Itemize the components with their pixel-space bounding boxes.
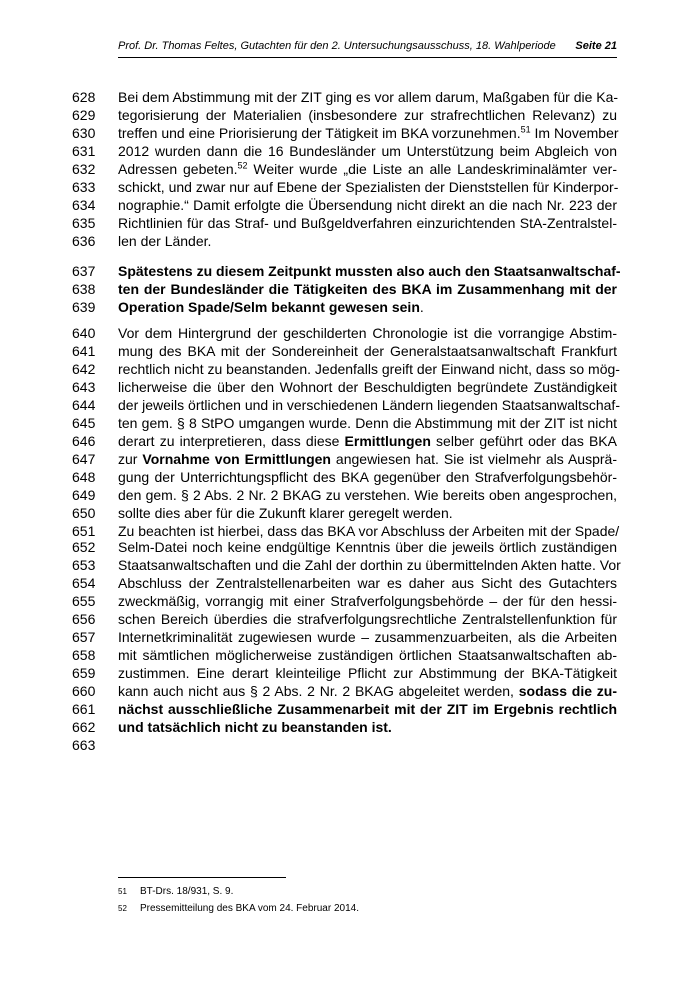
line-number: 656 xyxy=(72,611,96,627)
text-line xyxy=(118,468,617,486)
line-number: 630 xyxy=(72,125,96,141)
line-number: 633 xyxy=(72,179,96,195)
line-number: 662 xyxy=(72,719,96,735)
line-number: 663 xyxy=(72,737,96,753)
line-number: 641 xyxy=(72,343,96,359)
text-segment: Vornahme von Ermittlungen xyxy=(142,451,331,467)
line-number: 635 xyxy=(72,215,96,231)
footnote-number: 52 xyxy=(118,904,127,913)
line-number: 640 xyxy=(72,325,96,341)
text-segment: derart zu interpretieren, dass diese xyxy=(118,433,345,449)
line-number: 634 xyxy=(72,197,96,213)
text-segment: licherweise die über den Wohnort der Beschuldigten begründete Zuständigkeit xyxy=(118,379,617,395)
footnote-separator xyxy=(118,877,286,878)
text-segment: mit sämtlichen möglicherweise zuständigen örtlichen Staatsanwaltschaften ab- xyxy=(118,647,617,663)
text-segment: Im November xyxy=(530,125,619,141)
text-segment: mung des BKA mit der Sondereinheit der Generalstaatsanwaltschaft Frankfurt xyxy=(118,343,617,359)
text-segment: zustimmen. Eine derart kleinteilige Pflicht zur Abstimmung der BKA-Tätigkeit xyxy=(118,665,617,681)
text-line xyxy=(118,486,617,504)
text-line xyxy=(118,160,617,178)
text-segment: Spätestens zu diesem Zeitpunkt mussten also auch den Staatsanwaltschaf- xyxy=(118,263,621,279)
text-line xyxy=(118,682,617,700)
line-number: 639 xyxy=(72,299,96,315)
text-segment: tegorisierung der Materialien (insbesondere zur strafrechtlichen Relevanz) zu xyxy=(118,107,617,123)
footnote-marker: 51 xyxy=(520,124,531,135)
line-number: 646 xyxy=(72,433,96,449)
text-line xyxy=(118,538,617,556)
text-segment: sodass die zu- xyxy=(518,683,617,699)
text-line xyxy=(118,324,617,342)
line-number: 657 xyxy=(72,629,96,645)
text-line xyxy=(118,718,617,736)
text-segment: Abschluss der Zentralstellenarbeiten war es daher aus Sicht des Gutachters xyxy=(118,575,617,591)
text-segment: den gem. § 2 Abs. 2 Nr. 2 BKAG zu verstehen. Wie bereits oben angesprochen, xyxy=(118,487,617,503)
text-line xyxy=(118,432,617,450)
text-segment: len der Länder. xyxy=(118,233,212,249)
text-segment: ten der Bundesländer die Tätigkeiten des BKA im Zusammenhang mit der xyxy=(118,281,617,297)
footnote-text: Pressemitteilung des BKA vom 24. Februar 2014. xyxy=(140,903,360,914)
text-segment: angewiesen hat. Sie ist vielmehr als Ausprä- xyxy=(330,451,617,467)
text-line xyxy=(118,378,617,396)
text-line xyxy=(118,232,617,250)
text-segment: Staatsanwaltschaften und die Zahl der dorthin zu übermittelnden Akten hatte. Vor xyxy=(118,557,621,573)
footnote-marker: 52 xyxy=(237,160,248,171)
text-segment: gung der Unterrichtungspflicht des BKA gegenüber den Strafverfolgungsbehör- xyxy=(118,469,617,485)
line-number: 645 xyxy=(72,415,96,431)
text-line xyxy=(118,360,620,378)
line-number: 654 xyxy=(72,575,96,591)
text-line xyxy=(118,610,617,628)
text-line xyxy=(118,504,617,522)
text-segment: Internetkriminalität zugewiesen wurde – zusammenzuarbeiten, als die Arbeiten xyxy=(118,629,617,645)
text-segment: ten gem. § 8 StPO umgangen wurde. Denn die Abstimmung mit der ZIT ist nicht xyxy=(118,415,617,431)
text-segment: Ermittlungen xyxy=(344,433,431,449)
line-number: 659 xyxy=(72,665,96,681)
text-segment: selber geführt oder das BKA xyxy=(430,433,617,449)
text-line xyxy=(118,142,617,160)
text-segment: nächst ausschließliche Zusammenarbeit mit der ZIT im Ergebnis rechtlich xyxy=(118,701,617,717)
line-number: 655 xyxy=(72,593,96,609)
line-number: 658 xyxy=(72,647,96,663)
text-segment: und tatsächlich nicht zu beanstanden ist. xyxy=(118,719,392,735)
line-number: 638 xyxy=(72,281,96,297)
text-line xyxy=(118,214,617,232)
text-segment: 2012 wurden dann die 16 Bundesländer um Unterstützung beim Abgleich von xyxy=(118,143,617,159)
text-line xyxy=(118,664,617,682)
text-segment: Operation Spade/Selm bekannt gewesen sein xyxy=(118,299,420,315)
line-number: 648 xyxy=(72,469,96,485)
text-segment: schickt, und zwar nur auf Ebene der Spezialisten der Dienststellen für Kinderpor- xyxy=(118,179,619,195)
text-segment: zur xyxy=(118,451,143,467)
text-line xyxy=(118,414,617,432)
text-line xyxy=(118,628,617,646)
text-segment: kann auch nicht aus § 2 Abs. 2 Nr. 2 BKAG abgeleitet werden, xyxy=(118,683,519,699)
text-line xyxy=(118,450,617,468)
line-number: 629 xyxy=(72,107,96,123)
text-segment: schen Bereich überdies die strafverfolgungsrechtliche Zentralstellenfunktion für xyxy=(118,611,617,627)
text-line xyxy=(118,574,617,592)
line-number: 660 xyxy=(72,683,96,699)
line-number: 644 xyxy=(72,397,96,413)
text-line xyxy=(118,646,617,664)
line-number: 649 xyxy=(72,487,96,503)
footnote-number: 51 xyxy=(118,887,127,896)
text-line xyxy=(118,178,617,196)
text-segment: sollte dies aber für die Zukunft klarer geregelt werden. xyxy=(118,505,453,521)
text-segment: Zu beachten ist hierbei, dass das BKA vor Abschluss der Arbeiten mit der Spade/ xyxy=(118,523,620,539)
footnote-text: BT-Drs. 18/931, S. 9. xyxy=(140,886,234,897)
line-number: 642 xyxy=(72,361,96,377)
line-number: 647 xyxy=(72,451,96,467)
text-segment: nographie.“ Damit erfolgte die Übersendung nicht direkt an die nach Nr. 223 der xyxy=(118,197,617,213)
text-segment: rechtlich nicht zu beanstanden. Jedenfalls greift der Einwand nicht, dass so mög- xyxy=(118,361,620,377)
text-segment: Weiter wurde „die Liste an alle Landeskriminalämter ver- xyxy=(247,161,618,177)
running-title: Prof. Dr. Thomas Feltes, Gutachten für den 2. Untersuchungsausschuss, 18. Wahlperiode xyxy=(118,40,556,52)
text-line xyxy=(118,124,617,142)
text-line xyxy=(118,592,617,610)
footnote xyxy=(118,885,233,898)
footnote xyxy=(118,902,359,915)
text-segment: Vor dem Hintergrund der geschilderten Chronologie ist die vorrangige Abstim- xyxy=(118,325,617,341)
line-number: 661 xyxy=(72,701,96,717)
line-number: 643 xyxy=(72,379,96,395)
text-line xyxy=(118,196,617,214)
text-line xyxy=(118,396,620,414)
line-number: 653 xyxy=(72,557,96,573)
text-line xyxy=(118,262,621,280)
line-number: 628 xyxy=(72,89,96,105)
text-line xyxy=(118,298,617,316)
text-segment: Bei dem Abstimmung mit der ZIT ging es vor allem darum, Maßgaben für die Ka- xyxy=(118,89,619,105)
text-segment: Adressen gebeten. xyxy=(118,161,238,177)
text-segment: zweckmäßig, vorrangig mit einer Strafverfolgungsbehörde – der für den hessi- xyxy=(118,593,617,609)
text-line xyxy=(118,556,621,574)
page-header xyxy=(118,38,617,58)
line-number: 650 xyxy=(72,505,96,521)
text-segment: Richtlinien für das Straf- und Bußgeldverfahren einzurichtenden StA-Zentralstel- xyxy=(118,215,617,231)
text-line xyxy=(118,88,617,106)
text-segment: der jeweils örtlichen und in verschiedenen Ländern liegenden Staatsanwaltschaf- xyxy=(118,397,620,413)
line-number: 636 xyxy=(72,233,96,249)
line-number: 632 xyxy=(72,161,96,177)
text-line xyxy=(118,342,617,360)
text-line xyxy=(118,700,617,718)
page-number: Seite 21 xyxy=(575,40,617,52)
text-segment: Selm-Datei noch keine endgültige Kenntnis über die jeweils örtlich zuständigen xyxy=(118,539,617,555)
text-segment: . xyxy=(419,299,424,315)
text-segment: treffen und eine Priorisierung der Tätigkeit im BKA vorzunehmen. xyxy=(118,125,521,141)
text-line xyxy=(118,280,617,298)
text-line xyxy=(118,106,617,124)
line-number: 652 xyxy=(72,539,96,555)
line-number: 651 xyxy=(72,523,96,539)
line-number: 631 xyxy=(72,143,96,159)
line-number: 637 xyxy=(72,263,96,279)
